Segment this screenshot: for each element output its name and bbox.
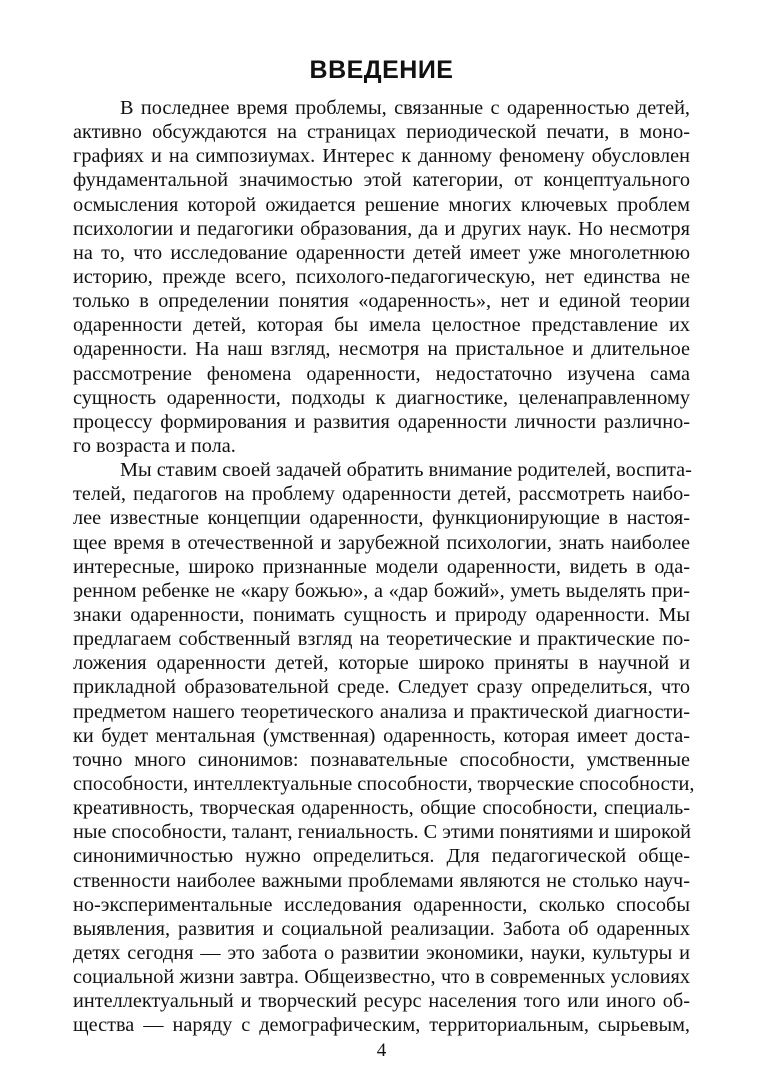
text-line: креативность, творческая одаренность, общие способности, специаль- [73, 797, 690, 820]
text-line: предметом нашего теоретического анализа и практической диагности- [73, 700, 690, 723]
text-line: детях сегодня — это забота о развитии экономики, науки, культуры и [73, 941, 690, 964]
text-line: осмысления которой ожидается решение многих ключевых проблем [73, 193, 690, 216]
text-line: лее известные концепции одаренности, функционирующие в настоя- [73, 507, 690, 530]
text-line: на то, что исследование одаренности детей имеет уже многолетнюю [73, 241, 690, 264]
text-line: ственности наиболее важными проблемами являются не столько науч- [73, 869, 690, 892]
text-line: Мы ставим своей задачей обратить внимание родителей, воспита- [120, 459, 692, 482]
text-line: историю, прежде всего, психолого-педагогическую, нет единства не [73, 265, 690, 288]
text-line: графиях и на симпозиумах. Интерес к данному феномену обусловлен [73, 145, 690, 168]
text-line: ки будет ментальная (умственная) одаренность, которая имеет доста- [73, 724, 690, 747]
text-line: социальной жизни завтра. Общеизвестно, что в современных условиях [73, 966, 690, 989]
text-line: точно много синонимов: познавательные способности, умственные [73, 748, 690, 771]
text-line: активно обсуждаются на страницах периодической печати, в моно- [73, 121, 690, 144]
paragraph-1 [73, 96, 690, 458]
text-line: выявления, развития и социальной реализации. Забота об одаренных [73, 917, 690, 940]
text-line: щее время в отечественной и зарубежной психологии, знать наиболее [73, 531, 690, 554]
text-line: но-экспериментальные исследования одаренности, сколько способы [73, 893, 690, 916]
text-line: одаренности. На наш взгляд, несмотря на пристальное и длительное [73, 338, 690, 361]
text-line: только в определении понятия «одаренность», нет и единой теории [73, 290, 690, 313]
text-line: го возраста и пола. [73, 434, 236, 457]
text-line: фундаментальной значимостью этой категории, от концептуального [73, 169, 690, 192]
text-line: процессу формирования и развития одаренности личности различно- [73, 410, 690, 433]
text-line: телей, педагогов на проблему одаренности детей, рассмотреть наибо- [73, 483, 690, 506]
page-title: ВВЕДЕНИЕ [309, 56, 454, 84]
text-line: синонимичностью нужно определиться. Для педагогической обще- [73, 845, 690, 868]
text-line: знаки одаренности, понимать сущность и природу одаренности. Мы [73, 603, 690, 626]
text-line: ложения одаренности детей, которые широко приняты в научной и [73, 652, 690, 675]
text-line: В последнее время проблемы, связанные с одаренностью детей, [120, 97, 690, 119]
text-line: способности, интеллектуальные способности, творческие способности, [73, 772, 695, 795]
text-line: интересные, широко признанные модели одаренности, видеть в ода- [73, 555, 690, 578]
text-line: интеллектуальный и творческий ресурс населения того или иного об- [73, 990, 690, 1013]
text-line: щества — наряду с демографическим, территориальным, сырьевым, [73, 1014, 690, 1037]
document-body [73, 96, 695, 1037]
page-number: 4 [376, 1040, 387, 1061]
text-line: психологии и педагогики образования, да и других наук. Но несмотря [73, 217, 690, 240]
text-line: рассмотрение феномена одаренности, недостаточно изучена сама [73, 362, 690, 385]
text-line: прикладной образовательной среде. Следует сразу определиться, что [73, 676, 690, 699]
text-line: предлагаем собственный взгляд на теоретические и практические по- [73, 628, 690, 651]
text-line: сущность одаренности, подходы к диагностике, целенаправленному [73, 386, 690, 409]
text-line: одаренности детей, которая бы имела целостное представление их [73, 314, 690, 337]
text-line: ные способности, талант, гениальность. С этими понятиями и широкой [73, 821, 691, 844]
text-line: ренном ребенке не «кару божью», а «дар божий», уметь выделять при- [73, 579, 690, 602]
paragraph-2 [73, 458, 695, 1037]
